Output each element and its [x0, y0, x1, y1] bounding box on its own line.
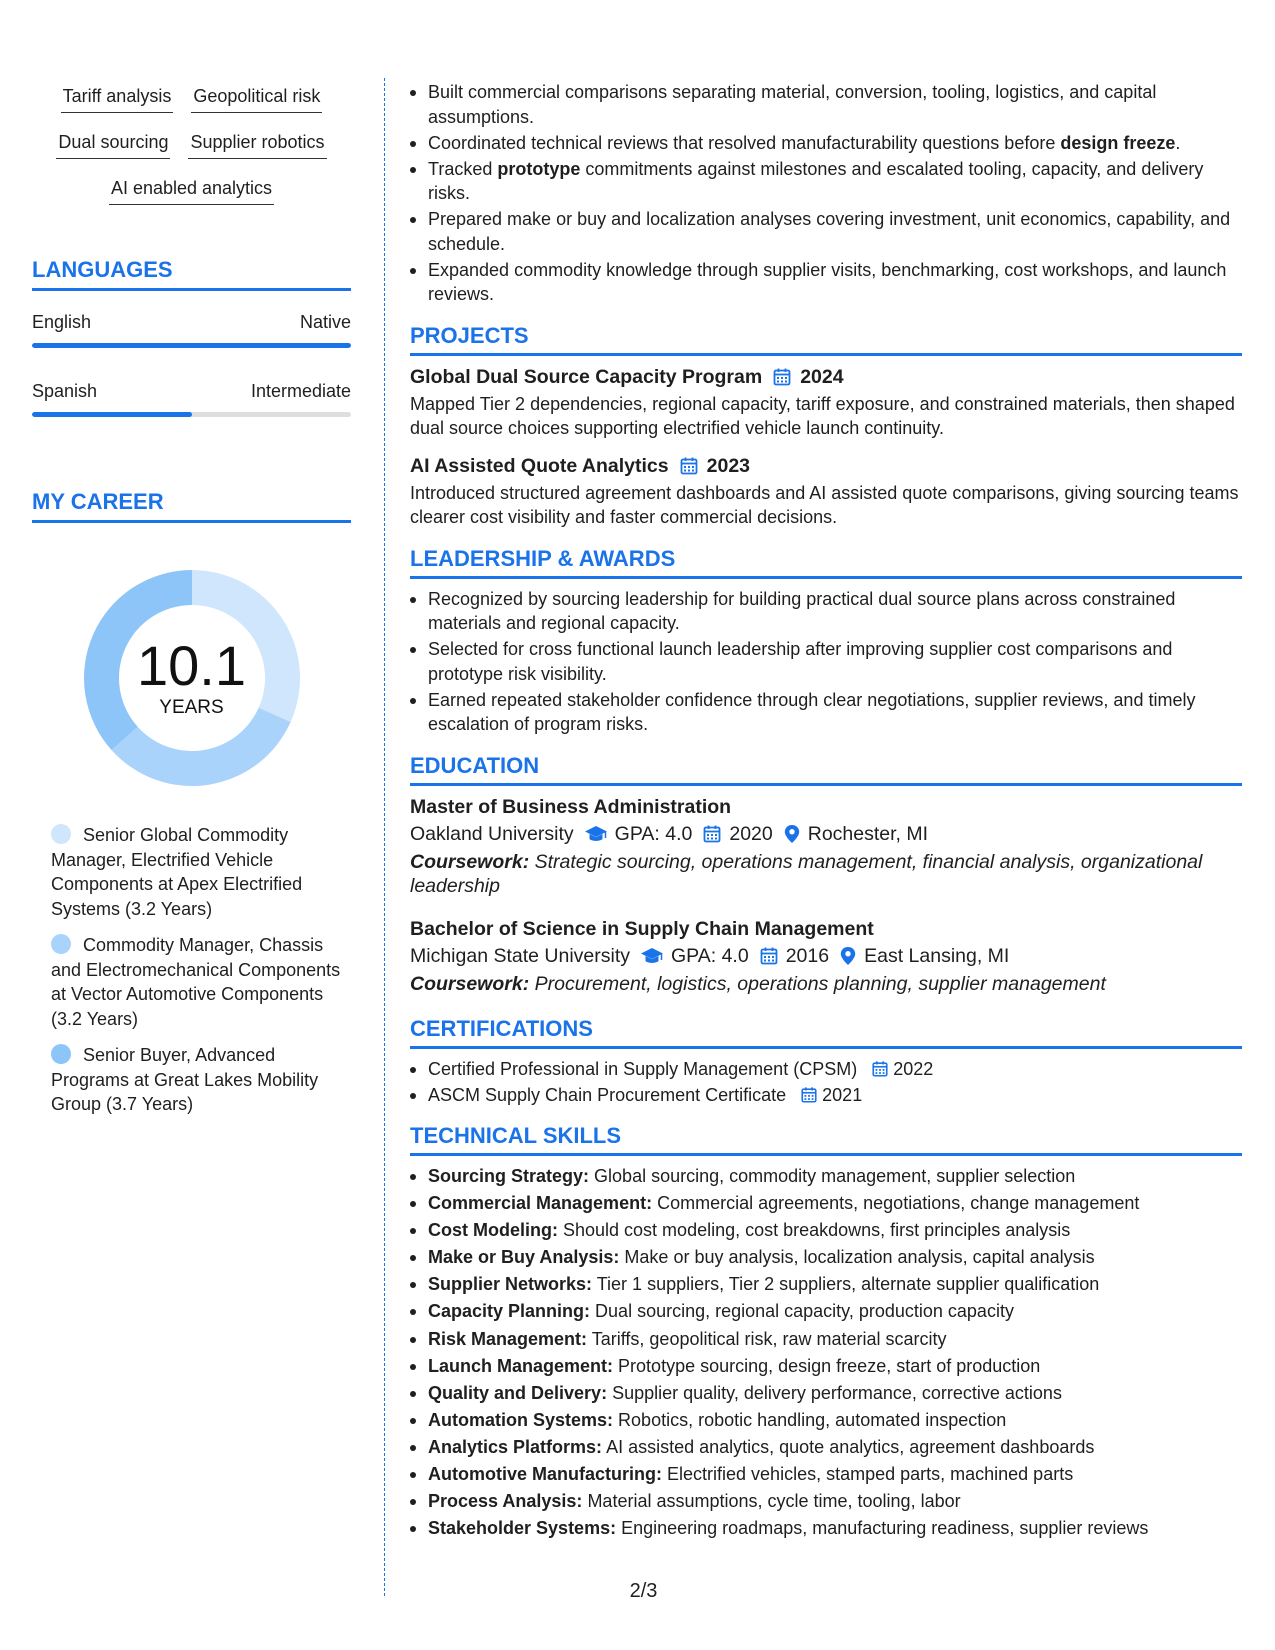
experience-bullet: Built commercial comparisons separating material, conversion, tooling, logistics, and capital assumptions. [410, 80, 1242, 129]
education-heading: EDUCATION [410, 753, 1242, 786]
skill-category: Risk Management: [428, 1328, 588, 1349]
gpa: GPA: 4.0 [614, 822, 693, 845]
skill-tags [32, 84, 351, 205]
career-role [51, 933, 351, 1031]
technical-skill-item [410, 1191, 1242, 1217]
certification-year: 2022 [893, 1058, 934, 1079]
experience-bullet: Tracked prototype commitments against milestones and escalated tooling, capacity, and delivery risks. [410, 157, 1242, 206]
degree-title: Master of Business Administration [410, 795, 732, 818]
skill-tag: Tariff analysis [61, 84, 174, 113]
skill-tag: AI enabled analytics [109, 176, 274, 205]
skill-values: Commercial agreements, negotiations, change management [657, 1193, 1140, 1214]
calendar-icon [772, 367, 792, 387]
skill-tag: Supplier robotics [188, 130, 326, 159]
technical-skill-item [410, 1272, 1242, 1298]
language-name: Spanish [32, 381, 98, 401]
technical-skill-item [410, 1435, 1242, 1461]
degree-title: Bachelor of Science in Supply Chain Management [410, 917, 874, 940]
coursework: Coursework: Strategic sourcing, operations management, financial analysis, organizational leadership [410, 850, 1203, 897]
school-location: East Lansing, MI [864, 944, 1010, 967]
calendar-icon [759, 946, 779, 966]
experience-bullets [410, 80, 1242, 307]
project-title: AI Assisted Quote Analytics [410, 454, 669, 477]
project-item [410, 364, 1242, 441]
career-role-text: Commodity Manager, Chassis and Electromechanical Components at Vector Automotive Components (3.2 Years) [51, 935, 341, 1029]
location-pin-icon [783, 824, 801, 844]
sidebar [32, 84, 351, 1129]
school-name: Michigan State University [410, 944, 631, 967]
language-proficiency-fill [32, 412, 192, 417]
skill-values: AI assisted analytics, quote analytics, agreement dashboards [606, 1436, 1095, 1457]
project-title: Global Dual Source Capacity Program [410, 365, 763, 388]
experience-bullet: Prepared make or buy and localization analyses covering investment, unit economics, capability, and schedule. [410, 207, 1242, 256]
technical-skill-item [410, 1299, 1242, 1325]
page-number: 2/3 [629, 1580, 658, 1602]
location-pin-icon [839, 946, 857, 966]
graduation-cap-icon [640, 946, 664, 966]
calendar-icon [679, 456, 699, 476]
career-role-text: Senior Global Commodity Manager, Electrified Vehicle Components at Apex Electrified Systems (3.2 Years) [51, 825, 303, 919]
experience-bullet: Coordinated technical reviews that resolved manufacturability questions before design freeze. [410, 131, 1242, 156]
language-proficiency-bar [32, 343, 351, 348]
graduation-year: 2016 [785, 944, 830, 967]
technical-skill-item [410, 1245, 1242, 1271]
project-description: Introduced structured agreement dashboards and AI assisted quote comparisons, giving sourcing teams clearer cost visibility and faster commercial decisions. [410, 482, 1239, 527]
legend-dot [51, 1044, 71, 1064]
skill-category: Process Analysis: [428, 1491, 583, 1512]
skill-values: Dual sourcing, regional capacity, production capacity [595, 1301, 1014, 1322]
skill-values: Robotics, robotic handling, automated inspection [618, 1409, 1007, 1430]
skill-values: Material assumptions, cycle time, tooling, labor [587, 1491, 961, 1512]
technical-skill-item [410, 1489, 1242, 1515]
language-name: English [32, 312, 92, 332]
career-years-label: YEARS [159, 697, 224, 718]
school-name: Oakland University [410, 822, 574, 845]
coursework: Coursework: Procurement, logistics, operations planning, supplier management [410, 972, 1106, 995]
leadership-item: Selected for cross functional launch leadership after improving supplier cost comparisons and prototype risk visibility. [410, 637, 1242, 686]
technical-skill-item [410, 1516, 1242, 1542]
language-level: Intermediate [250, 381, 351, 401]
certifications-heading: CERTIFICATIONS [410, 1016, 1242, 1049]
languages-heading: LANGUAGES [32, 257, 351, 291]
education-item [410, 794, 1242, 898]
project-year: 2023 [706, 454, 751, 477]
technical-skill-item [410, 1218, 1242, 1244]
leadership-list [410, 587, 1242, 737]
technical-skill-item [410, 1327, 1242, 1353]
career-total-years: 10.1 [137, 634, 246, 697]
skill-values: Should cost modeling, cost breakdowns, first principles analysis [563, 1220, 1071, 1241]
career-role-text: Senior Buyer, Advanced Programs at Great Lakes Mobility Group (3.7 Years) [51, 1045, 319, 1114]
certification-item [410, 1057, 1242, 1082]
skill-tag: Dual sourcing [56, 130, 170, 159]
skill-category: Automotive Manufacturing: [428, 1464, 662, 1485]
technical-skill-item [410, 1164, 1242, 1190]
skill-values: Electrified vehicles, stamped parts, machined parts [667, 1464, 1074, 1485]
technical-skill-item [410, 1381, 1242, 1407]
career-heading: MY CAREER [32, 489, 351, 523]
skill-values: Supplier quality, delivery performance, corrective actions [612, 1382, 1062, 1403]
graduation-cap-icon [584, 824, 608, 844]
skill-category: Analytics Platforms: [428, 1436, 603, 1457]
skill-values: Tier 1 suppliers, Tier 2 suppliers, alternate supplier qualification [596, 1274, 1100, 1295]
calendar-icon [800, 1086, 818, 1104]
career-legend [51, 823, 351, 1117]
skill-category: Make or Buy Analysis: [428, 1247, 620, 1268]
school-location: Rochester, MI [807, 822, 929, 845]
language-level: Native [299, 312, 351, 332]
career-donut-chart [77, 563, 307, 793]
experience-bullet: Expanded commodity knowledge through supplier visits, benchmarking, cost workshops, and launch reviews. [410, 258, 1242, 307]
skill-category: Capacity Planning: [428, 1301, 591, 1322]
language-item [32, 380, 351, 417]
language-proficiency-fill [32, 343, 351, 348]
skill-category: Quality and Delivery: [428, 1382, 608, 1403]
language-item [32, 311, 351, 348]
project-item [410, 453, 1242, 530]
legend-dot [51, 824, 71, 844]
column-divider [384, 78, 385, 1596]
legend-dot [51, 934, 71, 954]
certification-item [410, 1083, 1242, 1108]
career-role [51, 1043, 351, 1117]
skill-values: Engineering roadmaps, manufacturing readiness, supplier reviews [621, 1518, 1149, 1539]
calendar-icon [702, 824, 722, 844]
skill-category: Supplier Networks: [428, 1274, 593, 1295]
skill-tag: Geopolitical risk [191, 84, 322, 113]
skill-values: Make or buy analysis, localization analysis, capital analysis [624, 1247, 1095, 1268]
education-item [410, 916, 1242, 996]
career-role [51, 823, 351, 921]
main-content [410, 80, 1242, 1543]
skill-values: Prototype sourcing, design freeze, start of production [618, 1355, 1041, 1376]
skill-values: Global sourcing, commodity management, supplier selection [594, 1166, 1076, 1186]
skill-values: Tariffs, geopolitical risk, raw material scarcity [591, 1328, 947, 1349]
donut-center [77, 563, 307, 793]
projects-heading: PROJECTS [410, 323, 1242, 356]
language-proficiency-bar [32, 412, 351, 417]
certification-name: ASCM Supply Chain Procurement Certificate [428, 1084, 787, 1105]
graduation-year: 2020 [729, 822, 773, 845]
technical-skills-list [410, 1164, 1242, 1542]
project-year: 2024 [800, 365, 844, 388]
skill-category: Launch Management: [428, 1355, 614, 1376]
leadership-item: Earned repeated stakeholder confidence through clear negotiations, supplier reviews, and timely escalation of program risks. [410, 688, 1242, 737]
skill-category: Automation Systems: [428, 1409, 614, 1430]
certification-name: Certified Professional in Supply Management (CPSM) [428, 1058, 858, 1079]
technical-skills-heading: TECHNICAL SKILLS [410, 1123, 1242, 1156]
technical-skill-item [410, 1354, 1242, 1380]
calendar-icon [871, 1060, 889, 1078]
leadership-item: Recognized by sourcing leadership for building practical dual source plans across constrained materials and regional capacity. [410, 587, 1242, 636]
technical-skill-item [410, 1408, 1242, 1434]
certification-year: 2021 [822, 1084, 863, 1105]
skill-category: Cost Modeling: [428, 1220, 558, 1241]
skill-category: Stakeholder Systems: [428, 1518, 617, 1539]
skill-category: Sourcing Strategy: [428, 1166, 590, 1186]
technical-skill-item [410, 1462, 1242, 1488]
certifications-list [410, 1057, 1242, 1108]
gpa: GPA: 4.0 [671, 944, 749, 967]
skill-category: Commercial Management: [428, 1193, 653, 1214]
project-description: Mapped Tier 2 dependencies, regional capacity, tariff exposure, and constrained materials, then shaped dual source choices supporting electrified vehicle launch continuity. [410, 393, 1235, 438]
leadership-heading: LEADERSHIP & AWARDS [410, 546, 1242, 579]
